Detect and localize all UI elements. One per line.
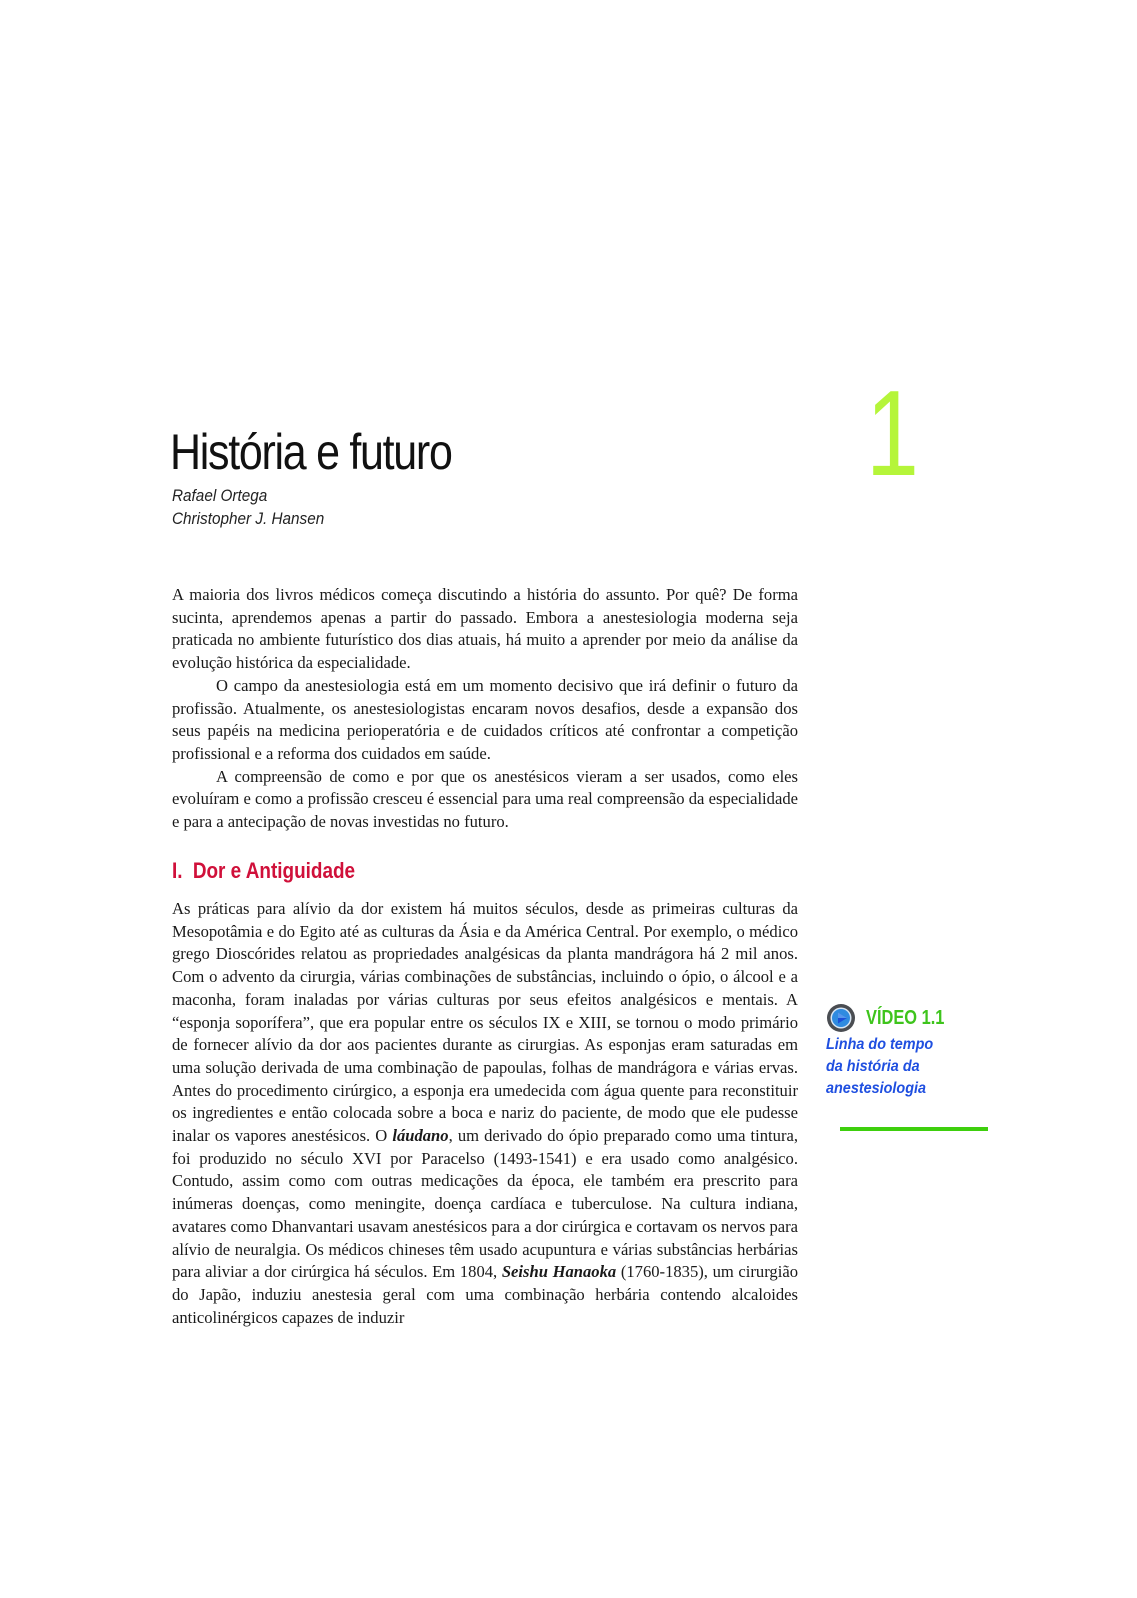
chapter-number: 1: [866, 365, 919, 501]
author-name: Christopher J. Hansen: [172, 509, 325, 528]
video-caption-line[interactable]: da história da: [826, 1058, 920, 1075]
video-label[interactable]: VÍDEO 1.1: [866, 1006, 945, 1029]
intro-text: [172, 584, 798, 834]
key-term: láudano: [392, 1126, 449, 1146]
section-heading: [172, 858, 355, 884]
text-run: , um derivado do ópio preparado como uma tintura, foi produzido no século XVI por Paracelso (1493-1541) e era usado como analgésico. Contudo, assim como com outras medicações da época, ele também era prescrito para inúmeras doenças, como meningite, doença cardíaca e tuberculose. Na cultura indiana, avatares como Dhanvantari usavam anestésicos para a dor cirúrgica e cortavam os nervos para alívio de neuralgia. Os médicos chineses têm usado acupuntura e várias substâncias herbárias para aliviar a dor cirúrgica há séculos. Em 1804,: [172, 1126, 798, 1282]
section-paragraph: [172, 898, 798, 1329]
text-run: As práticas para alívio da dor existem há muitos séculos, desde as primeiras culturas da Mesopotâmia e do Egito até as culturas da Ásia e da América Central. Por exemplo, o médico grego Dioscórides relatou as propriedades analgésicas da planta mandrágora há 2 mil anos. Com o advento da cirurgia, várias combinações de substâncias, incluindo o ópio, o álcool e a maconha, foram inaladas por várias culturas por seus efeitos analgésicos e mentais. A “esponja soporífera”, que era popular entre os séculos IX e XIII, se tornou o modo primário de fornecer alívio da dor aos pacientes durante as cirurgias. As esponjas eram saturadas em uma solução derivada de uma combinação de papoulas, folhas de mandrágora e várias ervas. Antes do procedimento cirúrgico, a esponja era umedecida com água quente para reconstituir os ingredientes e então colocada sobre a boca e nariz do paciente, de modo que ele pudesse inalar os vapores anestésicos. O: [172, 899, 798, 1146]
video-header[interactable]: [826, 1004, 988, 1032]
intro-paragraph: A maioria dos livros médicos começa discutindo a história do assunto. Por quê? De forma sucinta, aprendemos apenas a partir do passado. Embora a anestesiologia moderna seja praticada no ambiente futurístico dos dias atuais, há muito a aprender por meio da análise da evolução histórica da especialidade.: [172, 585, 798, 673]
author-name: Rafael Ortega: [172, 486, 268, 505]
chapter-title: História e futuro: [170, 424, 452, 480]
video-caption[interactable]: [826, 1034, 972, 1100]
section-text: [172, 898, 798, 1329]
video-divider-rule: [840, 1127, 988, 1131]
chapter-authors: [172, 484, 324, 530]
video-callout[interactable]: [826, 1004, 988, 1100]
video-caption-line[interactable]: anestesiologia: [826, 1080, 927, 1097]
play-button-icon[interactable]: [826, 1003, 856, 1033]
section-title: Dor e Antiguidade: [192, 858, 356, 883]
intro-paragraph: O campo da anestesiologia está em um momento decisivo que irá definir o futuro da profissão. Atualmente, os anestesiologistas encaram novos desafios, desde a expansão dos seus papéis na medicina perioperatória e de cuidados críticos até confrontar a competição profissional e a reforma dos cuidados em saúde.: [172, 675, 798, 763]
key-term: Seishu Hanaoka: [501, 1262, 617, 1282]
video-caption-line[interactable]: Linha do tempo: [826, 1036, 934, 1053]
section-number: I.: [172, 858, 183, 883]
intro-paragraph: A compreensão de como e por que os anestésicos vieram a ser usados, como eles evoluíram e como a profissão cresceu é essencial para uma real compreensão da especialidade e para a antecipação de novas investidas no futuro.: [172, 766, 798, 832]
text-run: (1760-1835), um cirurgião do Japão, induziu anestesia geral com uma combinação herbária contendo alcaloides anticolinérgicos capazes de induzir: [172, 1262, 798, 1327]
